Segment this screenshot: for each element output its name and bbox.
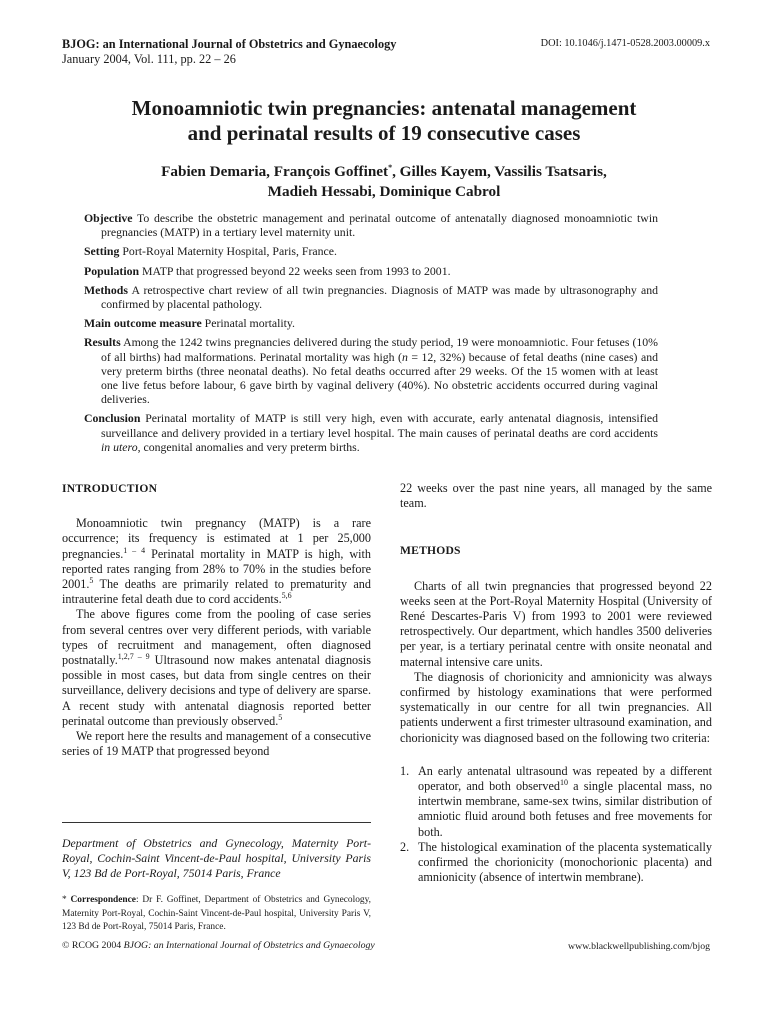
author-list (60, 162, 708, 202)
abstract-conclusion-text-b: , congenital anomalies and very preterm births. (137, 439, 360, 454)
authors-line-2: Madieh Hessabi, Dominique Cabrol (267, 183, 501, 200)
criteria-text-a: An early antenatal ultrasound was repeated by a different operator, and both observed (418, 763, 712, 794)
abstract-results-n: n (401, 349, 408, 364)
correspondence-mark: * (62, 895, 67, 905)
abstract-objective (84, 211, 658, 239)
intro-continuation: 22 weeks over the past nine years, all managed by the same team. (400, 481, 712, 511)
abstract-conclusion (84, 411, 658, 454)
abstract-outcome-text: Perinatal mortality. (201, 316, 295, 331)
intro-p1-text-b: Perinatal mortality in MATP is high, with reported rates ranging from 28% to 70% in the studies before 2001. (62, 546, 372, 592)
abstract-methods (84, 283, 658, 311)
methods-heading: METHODS (400, 544, 461, 558)
citation-ref: 5,6 (281, 591, 292, 601)
intro-paragraph-2 (62, 607, 371, 729)
criteria-text-a: The histological examination of the placenta systematically confirmed the chorionicity (monochorionic placenta) and amnionicity (absence of intertwin membrane). (418, 839, 712, 885)
abstract-conclusion-text-a: Perinatal mortality of MATP is still very high, even with accurate, early antenatal diagnosis, intensified surveillance and delivery provided in a tertiary level hospital. The main causes of perinatal deaths are cord accidents (101, 411, 658, 440)
intro-p2-text-a: The above figures come from the pooling of case series from several centres over very different periods, with variable types of recruitment and management, often diagnosed postnatally. (62, 607, 371, 668)
intro-p2-text-b: Ultrasound now makes antenatal diagnosis possible in most cases, but data from single centres on their surveillance, delivery decisions and type of delivery are sparse. A recent study with antenatal diagnosis reported better perinatal outcome than previously observed. (62, 653, 372, 728)
abstract-results-text-b: = 12, 32%) because of fetal deaths (nine cases) and very preterm births (three neonatal deaths). No fetal deaths occurred after 29 weeks. Of the 15 women with at least one live fetus before labour, 6 gave birth by vaginal delivery (40%). No obstetric accidents occurred during vaginal deliveries. (101, 349, 658, 407)
abstract-objective-heading: Objective (84, 211, 133, 225)
citation-ref: 1,2,7 – 9 (117, 651, 150, 661)
abstract-conclusion-heading: Conclusion (84, 411, 141, 426)
citation-ref: 5 (278, 712, 283, 722)
intro-paragraph-3: We report here the results and management of a consecutive series of 19 MATP that progressed beyond (62, 729, 371, 759)
affiliation: Department of Obstetrics and Gynecology, Maternity Port-Royal, Cochin-Saint Vincent-de-Paul hospital, University Paris V, 123 Bd de Port-Royal, 75014 Paris, France (62, 836, 371, 880)
footnote-rule (62, 822, 371, 823)
correspondence-text: : Dr F. Goffinet, Department of Obstetrics and Gynecology, Maternity Port-Royal, Cochin-Saint Vincent-de-Paul hospital, University Paris V, 123 Bd de Port-Royal, 75014 Paris, France. (62, 895, 371, 932)
doi: DOI: 10.1046/j.1471-0528.2003.00009.x (540, 38, 710, 49)
journal-issue: January 2004, Vol. 111, pp. 22 – 26 (62, 52, 236, 66)
abstract-setting (84, 244, 658, 258)
criteria-list (400, 764, 712, 886)
abstract-setting-heading: Setting (84, 244, 120, 259)
abstract-population (84, 264, 658, 278)
authors-part-b: , Gilles Kayem, Vassilis Tsatsaris, (392, 163, 607, 180)
abstract-population-text: MATP that progressed beyond 22 weeks seen from 1993 to 2001. (139, 263, 451, 278)
corresponding-author-mark: * (388, 162, 393, 172)
abstract-outcome (84, 316, 658, 330)
abstract-conclusion-italic: in utero (101, 439, 138, 454)
list-number: 2. (400, 839, 410, 854)
introduction-heading: INTRODUCTION (62, 482, 158, 495)
authors-part-a: Fabien Demaria, François Goffinet (161, 163, 389, 180)
criteria-text-b: a single placental mass, no intertwin membrane, same-sex twins, similar distribution of amniotic fluid around both fetuses and free movements for both. (418, 779, 712, 839)
criteria-item-1 (400, 764, 712, 840)
abstract-methods-text: A retrospective chart review of all twin pregnancies. Diagnosis of MATP was made by ultrasonography and confirmed by placental pathology. (101, 282, 658, 312)
authors-line-1 (60, 162, 708, 182)
right-column (400, 481, 712, 885)
left-column (62, 481, 371, 759)
abstract-methods-heading: Methods (84, 282, 128, 297)
citation-ref: 10 (559, 777, 568, 787)
abstract-results-text-a: Among the 1242 twins pregnancies delivered during the study period, 19 were monoamniotic. Four fetuses (10% of all births) had malformations. Perinatal mortality was high ( (101, 335, 658, 364)
abstract-results (84, 335, 658, 406)
publisher-url: www.blackwellpublishing.com/bjog (568, 941, 710, 952)
citation-ref: 5 (89, 575, 94, 585)
title-line-2: and perinatal results of 19 consecutive cases (187, 121, 581, 145)
footer-copyright (62, 940, 375, 951)
citation-ref: 1 – 4 (123, 545, 146, 555)
methods-paragraph-1: Charts of all twin pregnancies that progressed beyond 22 weeks seen at the Port-Royal Maternity Hospital (University of René Descartes-Paris V) from 1993 to 2001 were reviewed retrospectively. Our department, which handles 3500 deliveries per year, is a tertiary perinatal centre with onsite neonatal and maternal intensive care units. (400, 578, 712, 669)
criteria-item-2 (400, 840, 712, 886)
intro-paragraph-1 (62, 516, 371, 607)
journal-name: BJOG: an International Journal of Obstetrics and Gynaecology (62, 37, 397, 51)
methods-paragraph-2: The diagnosis of chorionicity and amnionicity was always confirmed by histology examinations that were performed systematically in our centre for all twin pregnancies. All patients underwent a first trimester ultrasound examination, and chorionicity was diagnosed based on the following two criteria: (400, 669, 712, 745)
abstract-setting-text: Port-Royal Maternity Hospital, Paris, France. (119, 244, 337, 259)
abstract (84, 211, 658, 459)
abstract-objective-text: To describe the obstetric management and perinatal outcome of antenatally diagnosed monoamniotic twin pregnancies (MATP) in a tertiary level maternity unit. (101, 211, 658, 240)
article-title (60, 96, 708, 146)
correspondence-note (62, 894, 371, 935)
correspondence-label: Correspondence (66, 895, 136, 905)
footer-journal-name: BJOG: an International Journal of Obstetrics and Gynaecology (123, 940, 375, 951)
abstract-population-heading: Population (84, 263, 140, 278)
copyright-text: © RCOG 2004 (62, 940, 124, 951)
intro-p1-text-c: The deaths are primarily related to prematurity and intrauterine fetal death due to cord accidents. (62, 577, 371, 607)
intro-p1-text-a: Monoamniotic twin pregnancy (MATP) is a rare occurrence; its frequency is estimated at 1 per 25,000 pregnancies. (62, 516, 371, 561)
abstract-outcome-heading: Main outcome measure (84, 316, 202, 331)
title-line-1: Monoamniotic twin pregnancies: antenatal management (131, 96, 637, 120)
list-number: 1. (400, 763, 410, 778)
abstract-results-heading: Results (84, 335, 121, 350)
journal-header (62, 37, 396, 67)
